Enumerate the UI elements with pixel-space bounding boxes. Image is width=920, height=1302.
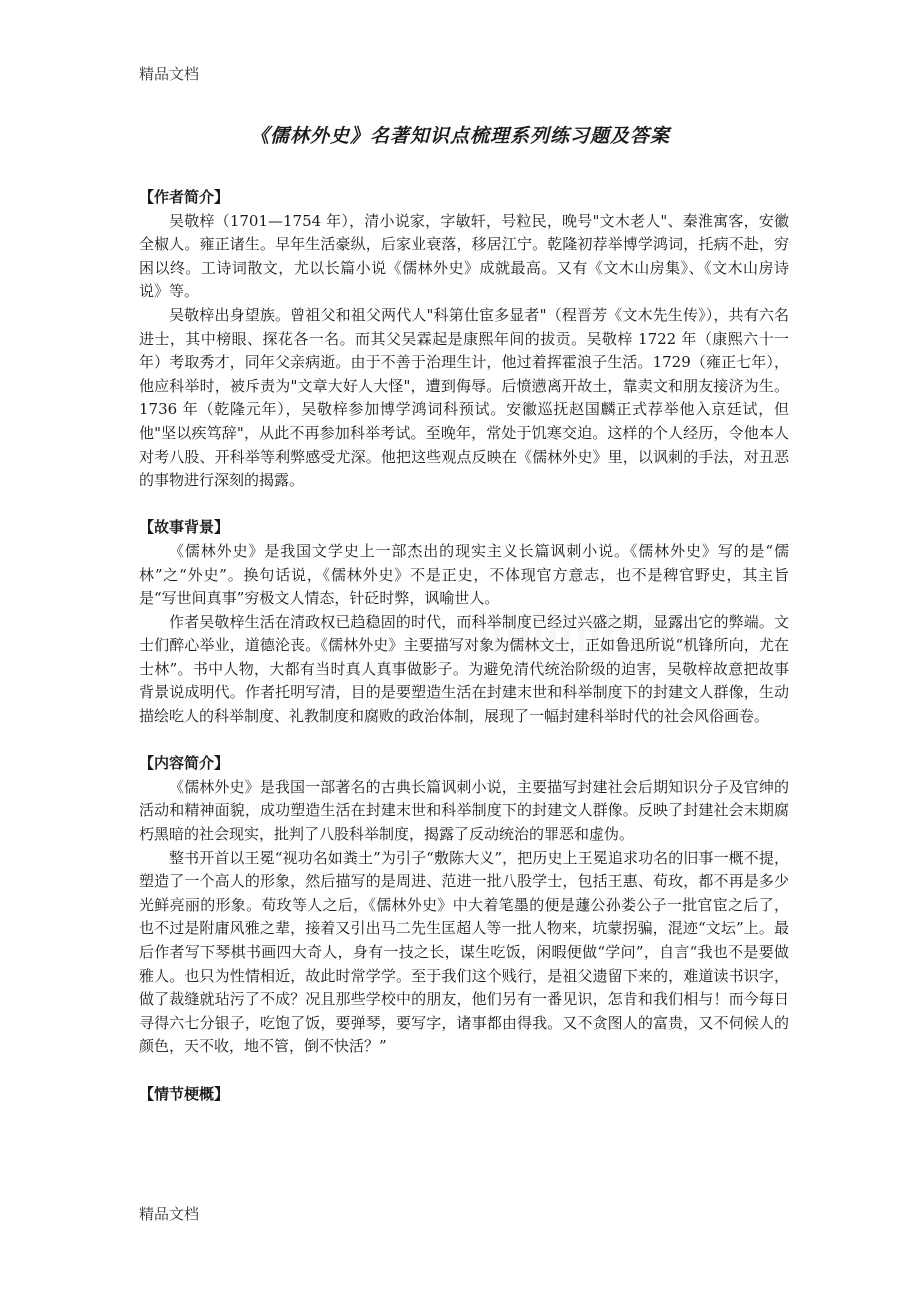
section-heading-background: 【故事背景】 xyxy=(139,518,230,537)
author-paragraph-1: 吴敬梓（1701—1754 年），清小说家，字敏轩，号粒民，晚号"文木老人"、秦淮寓客，安徽全椒人。雍正诸生。早年生活豪纵，后家业衰落，移居江宁。乾隆初荐举博学鸿词，托病不赴，穷困以终。工诗词散文，尤以长篇小说《儒林外史》成就最高。又有《文木山房集》、《文木山房诗说》等。 xyxy=(139,211,789,301)
section-heading-author: 【作者简介】 xyxy=(139,188,230,206)
document-title: 《儒林外史》名著知识点梳理系列练习题及答案 xyxy=(249,125,670,147)
summary-paragraph-1: 《儒林外史》是我国一部著名的古典长篇讽刺小说，主要描写封建社会后期知识分子及官绅的活动和精神面貌，成功塑造生活在封建末世和科举制度下的封建文人群像。反映了封建社会末期腐朽黑暗的社会现实，批判了八股科举制度，揭露了反动统治的罪恶和虚伪。 xyxy=(139,777,789,844)
section-spacer xyxy=(139,493,789,517)
section-spacer xyxy=(139,1059,789,1083)
background-paragraph-2: 作者吴敬梓生活在清政权已趋稳固的时代，而科举制度已经过兴盛之期，显露出它的弊端。文士们醉心举业，道德沦丧。《儒林外史》主要描写对象为儒林文士，正如鲁迅所说“机锋所向，尤在士林”。书中人物，大都有当时真人真事做影子。为避免清代统治阶级的迫害，吴敬梓故意把故事背景说成明代。作者托明写清，目的是要塑造生活在封建末世和科举制度下的封建文人群像，生动描绘吃人的科举制度、礼教制度和腐败的政治体制，展现了一幅封建科举时代的社会风俗画卷。 xyxy=(139,612,789,726)
section-heading-summary: 【内容简介】 xyxy=(139,754,230,773)
background-paragraph-1: 《儒林外史》是我国文学史上一部杰出的现实主义长篇讽刺小说。《儒林外史》写的是“儒林”之“外史”。换句话说，《儒林外史》不是正史，不体现官方意志，也不是稗官野史，其主旨是“写世间真事”穷极文人情态，针砭时弊，讽喻世人。 xyxy=(139,541,789,608)
section-heading-plot: 【情节梗概】 xyxy=(139,1084,230,1103)
author-paragraph-2: 吴敬梓出身望族。曾祖父和祖父两代人"科第仕宦多显者"（程晋芳《文木先生传》），共有六名进士，其中榜眼、探花各一名。而其父吴霖起是康熙年间的拔贡。吴敬梓 1722 年（康熙六十一年）考取秀才，同年父亲病逝。由于不善于治理生计，他过着挥霍浪子生活。1729（雍正七年），他应科举时，被斥责为"文章大好人大怪"，遭到侮辱。后愤懑离开故土，靠卖文和朋友接济为生。1736 年（乾隆元年），吴敬梓参加博学鸿词科预试。安徽巡抚赵国麟正式荐举他入京廷试，但他"坚以疾笃辞"，从此不再参加科举考试。至晚年，常处于饥寒交迫。这样的个人经历，令他本人对考八股、开科举等利弊感受尤深。他把这些观点反映在《儒林外史》里，以讽刺的手法，对丑恶的事物进行深刻的揭露。 xyxy=(139,305,789,490)
document-body xyxy=(139,186,789,1106)
summary-paragraph-2: 整书开首以王冕“视功名如粪土”为引子“敷陈大义”，把历史上王冕追求功名的旧事一概不提，塑造了一个高人的形象，然后描写的是周进、范进一批八股学士，包括王惠、荀玫，都不再是多少光鲜亮丽的形象。荀玫等人之后，《儒林外史》中大着笔墨的便是蘧公孙娄公子一批官宦之后了，也不过是附庸风雅之辈，接着又引出马二先生匡超人等一批人物来，坑蒙拐骗，混迹“文坛”上。最后作者写下琴棋书画四大奇人，身有一技之长，谋生吃饭，闲暇便做“学问”，自言“我也不是要做雅人。也只为性情相近，故此时常学学。至于我们这个贱行，是祖父遗留下来的，难道读书识字，做了裁缝就玷污了不成？况且那些学校中的朋友，他们另有一番见识，怎肯和我们相与！而今每日寻得六七分银子，吃饱了饭，要弹琴，要写字，诸事都由得我。又不贪图人的富贵，又不伺候人的颜色，天不收，地不管，倒不快活？” xyxy=(139,848,789,1056)
page-footer-mark: 精品文档 xyxy=(139,1205,200,1223)
page-header-mark: 精品文档 xyxy=(139,65,200,83)
section-spacer xyxy=(139,729,789,753)
